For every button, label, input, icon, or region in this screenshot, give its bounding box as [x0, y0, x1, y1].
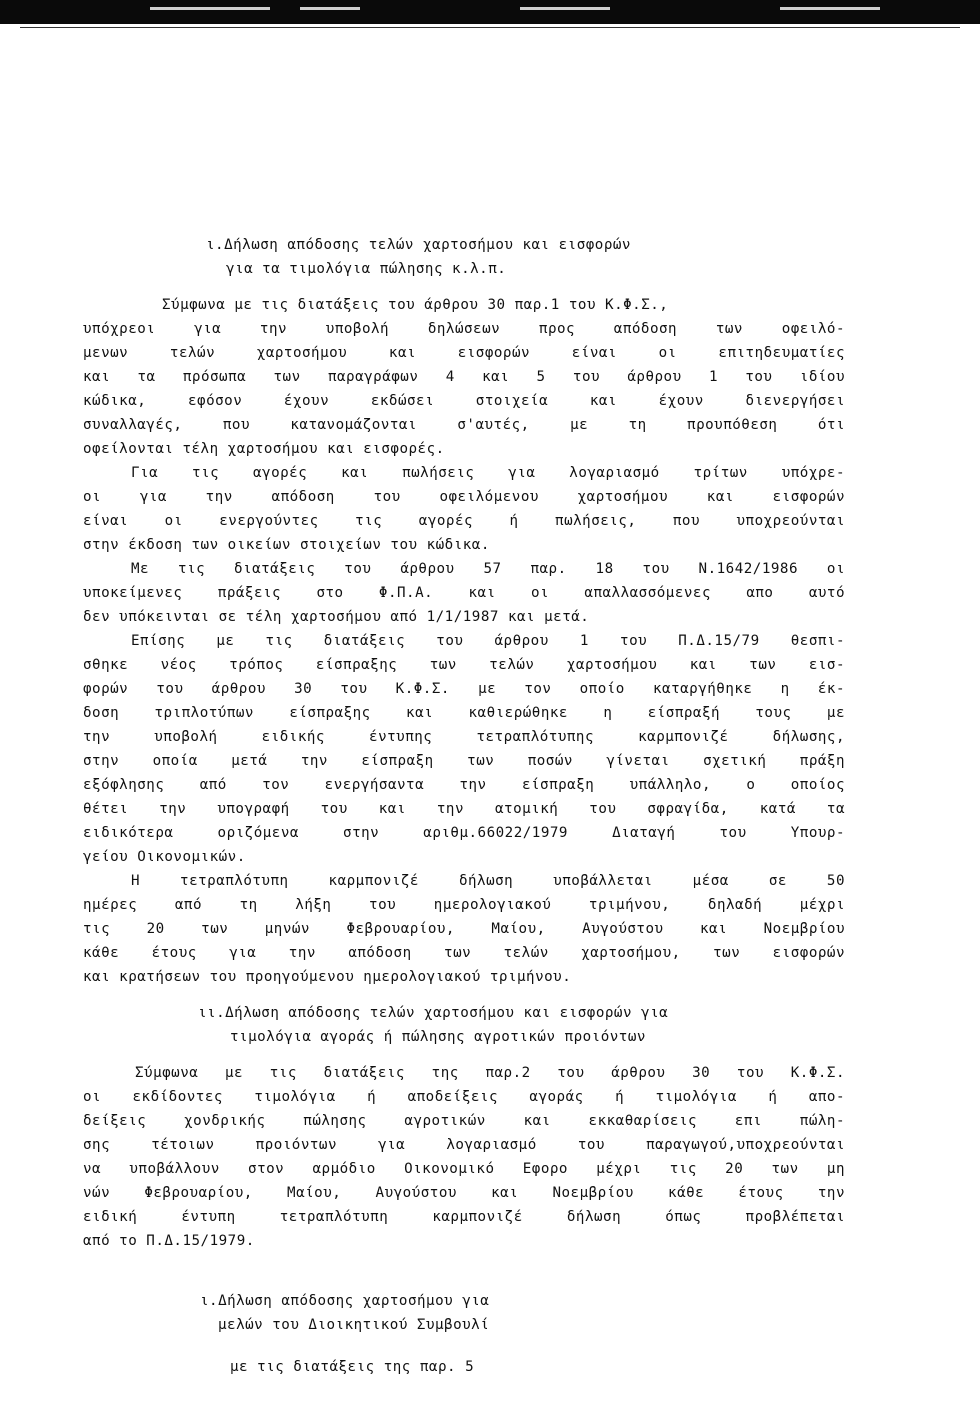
section2-p-line-6: νών Φεβρουαρίου, Μαίου, Αυγούστου και Νοεμβρίου κάθε έτους την	[83, 1185, 845, 1201]
section1-p1-line-5: κώδικα, εφόσον έχουν εκδώσει στοιχεία και έχουν διενεργήσει	[83, 393, 845, 409]
section1-p1-line-7: οφείλονται τέλη χαρτοσήμου και εισφορές.	[83, 441, 445, 457]
section2-p-line-7: ειδική έντυπη τετραπλότυπη καρμπονιζέ δήλωση όπως προβλέπεται	[83, 1209, 845, 1225]
section1-p4-line-2: σθηκε νέος τρόπος είσπραξης των τελών χαρτοσήμου και των εισ-	[83, 657, 845, 673]
section2-p-line-1: Σύμφωνα με τις διατάξεις της παρ.2 του άρθρου 30 του Κ.Φ.Σ.	[135, 1065, 845, 1081]
section3-heading-line-1: ι.Δήλωση απόδοσης χαρτοσήμου για	[200, 1293, 490, 1309]
section2-p-line-2: οι εκδίδοντες τιμολόγια ή αποδείξεις αγοράς ή τιμολόγια ή απο-	[83, 1089, 845, 1105]
section1-p5-line-5: και κρατήσεων του προηγούμενου ημερολογιακού τριμήνου.	[83, 969, 572, 985]
section3-heading-line-2: μελών του Διοικητικού Συμβουλί	[218, 1317, 490, 1333]
section1-p4-line-4: δοση τριπλοτύπων είσπραξης και καθιερώθηκε η είσπραξή τους με	[83, 705, 845, 721]
section1-p4-line-8: θέτει την υπογραφή του και την ατομική του σφραγίδα, κατά τα	[83, 801, 845, 817]
section1-p1-line-3: μενων τελών χαρτοσήμου και εισφορών είναι οι επιτηδευματίες	[83, 345, 845, 361]
section2-heading-line-2: τιμολόγια αγοράς ή πώλησης αγροτικών προιόντων	[230, 1029, 646, 1045]
section2-heading-line-1: ιι.Δήλωση απόδοσης τελών χαρτοσήμου και εισφορών για	[198, 1005, 669, 1021]
section1-p4-line-3: φορών του άρθρου 30 του Κ.Φ.Σ. με τον οποίο καταργήθηκε η έκ-	[83, 681, 845, 697]
scan-top-border	[0, 0, 980, 24]
section1-p4-line-1: Επίσης με τις διατάξεις του άρθρου 1 του Π.Δ.15/79 θεσπι-	[131, 633, 845, 649]
section2-p-line-3: δείξεις χονδρικής πώλησης αγροτικών και εκκαθαρίσεις επι πώλη-	[83, 1113, 845, 1129]
scan-edge-line	[20, 27, 960, 28]
section1-p4-line-9: ειδικότερα οριζόμενα στην αριθμ.66022/1979 Διαταγή του Υπουρ-	[83, 825, 845, 841]
scan-noise	[780, 7, 880, 10]
section1-p2-line-3: είναι οι ενεργούντες τις αγορές ή πωλήσεις, που υποχρεούνται	[83, 513, 845, 529]
section1-p3-line-3: δεν υπόκεινται σε τέλη χαρτοσήμου από 1/1/1987 και μετά.	[83, 609, 590, 625]
scan-noise	[150, 7, 270, 10]
section1-p1-line-1: Σύμφωνα με τις διατάξεις του άρθρου 30 παρ.1 του Κ.Φ.Σ.,	[162, 297, 669, 313]
section1-p4-line-6: στην οποία μετά την είσπραξη των ποσών γίνεται σχετική πράξη	[83, 753, 845, 769]
scan-noise	[300, 7, 360, 10]
section1-p4-line-5: την υποβολή ειδικής έντυπης τετραπλότυπης καρμπονιζέ δήλωσης,	[83, 729, 845, 745]
section2-p-line-5: να υποβάλλουν στον αρμόδιο Οικονομικό Εφορο μέχρι τις 20 των μη	[83, 1161, 845, 1177]
section3-p-line-1: με τις διατάξεις της παρ. 5	[230, 1359, 475, 1375]
section2-p-line-8: από το Π.Δ.15/1979.	[83, 1233, 255, 1249]
section1-p2-line-1: Για τις αγορές και πωλήσεις για λογαριασμό τρίτων υπόχρε-	[131, 465, 845, 481]
section1-p3-line-1: Με τις διατάξεις του άρθρου 57 παρ. 18 του Ν.1642/1986 οι	[131, 561, 845, 577]
section1-p5-line-3: τις 20 των μηνών Φεβρουαρίου, Μαίου, Αυγούστου και Νοεμβρίου	[83, 921, 845, 937]
section1-p2-line-4: στην έκδοση των οικείων στοιχείων του κώδικα.	[83, 537, 490, 553]
scan-noise	[520, 7, 610, 10]
section1-p1-line-6: συναλλαγές, που κατανομάζονται σ'αυτές, με τη προυπόθεση ότι	[83, 417, 845, 433]
section1-p3-line-2: υποκείμενες πράξεις στο Φ.Π.Α. και οι απαλλασσόμενες απο αυτό	[83, 585, 845, 601]
section1-p4-line-10: γείου Οικονομικών.	[83, 849, 246, 865]
section1-heading-line-2: για τα τιμολόγια πώλησης κ.λ.π.	[226, 261, 507, 277]
section1-p4-line-7: εξόφλησης από τον ενεργήσαντα την είσπραξη υπάλληλο, ο οποίος	[83, 777, 845, 793]
section1-p1-line-4: και τα πρόσωπα των παραγράφων 4 και 5 του άρθρου 1 του ιδίου	[83, 369, 845, 385]
section2-p-line-4: σης τέτοιων προιόντων για λογαριασμό του παραγωγού,υποχρεούνται	[83, 1137, 845, 1153]
section1-heading-line-1: ι.Δήλωση απόδοσης τελών χαρτοσήμου και εισφορών	[206, 237, 631, 253]
section1-p5-line-4: κάθε έτους για την απόδοση των τελών χαρτοσήμου, των εισφορών	[83, 945, 845, 961]
section1-p1-line-2: υπόχρεοι για την υποβολή δηλώσεων προς απόδοση των οφειλό-	[83, 321, 845, 337]
section1-p2-line-2: οι για την απόδοση του οφειλόμενου χαρτοσήμου και εισφορών	[83, 489, 845, 505]
section1-p5-line-2: ημέρες από τη λήξη του ημερολογιακού τριμήνου, δηλαδή μέχρι	[83, 897, 845, 913]
section1-p5-line-1: Η τετραπλότυπη καρμπονιζέ δήλωση υποβάλλεται μέσα σε 50	[131, 873, 845, 889]
